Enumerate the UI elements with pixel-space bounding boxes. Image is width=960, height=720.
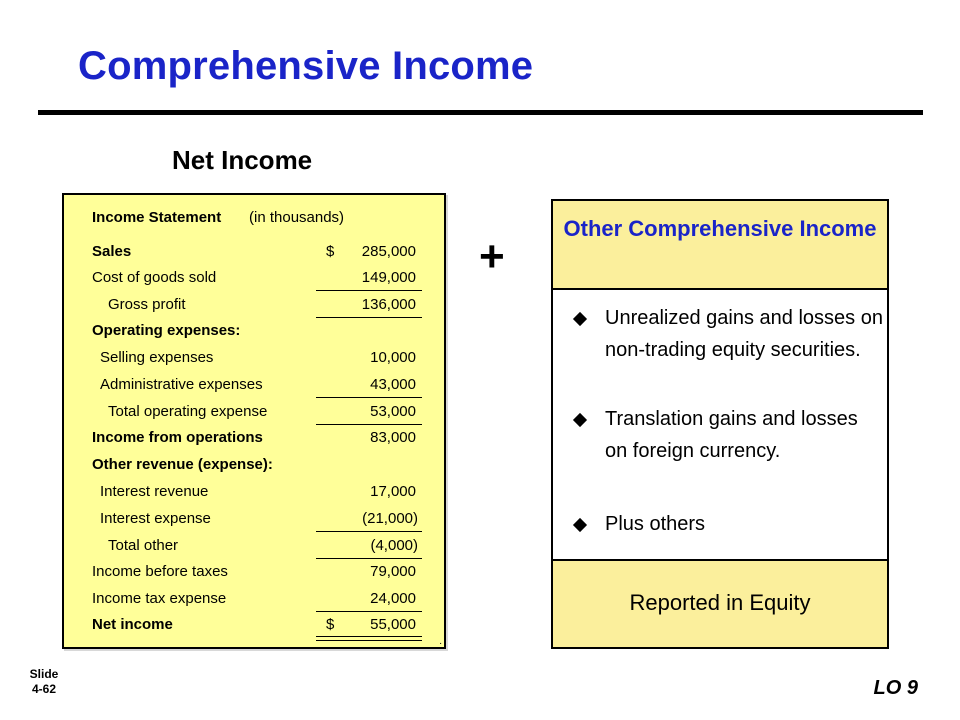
statement-row (64, 239, 444, 265)
income-statement-panel (62, 193, 446, 649)
slide-label: Slide (29, 667, 59, 681)
bullet-text: Unrealized gains and losses on non-trading equity securities. (605, 307, 883, 361)
statement-row (64, 559, 444, 585)
row-dollar: $ (326, 243, 335, 260)
row-value: 53,000 (370, 403, 416, 420)
learning-objective-tag: LO 9 (873, 677, 918, 699)
row-label: Administrative expenses (100, 376, 263, 393)
row-label: Gross profit (108, 296, 186, 313)
row-label: Net income (92, 616, 173, 633)
row-value: 149,000 (361, 269, 416, 286)
row-value: 55,000 (370, 616, 416, 633)
row-label: Selling expenses (100, 349, 214, 366)
statement-row (64, 372, 444, 398)
row-label: Other revenue (expense): (92, 456, 273, 473)
row-label: Operating expenses: (92, 322, 241, 339)
underline (316, 397, 422, 398)
statement-row (64, 399, 444, 425)
row-value: 17,000 (370, 483, 416, 500)
row-value: 136,000 (361, 296, 416, 313)
row-value: (21,000) (362, 510, 418, 527)
statement-heading-note: (in thousands) (249, 209, 345, 226)
title-divider (38, 110, 923, 115)
statement-row (64, 345, 444, 371)
diamond-bullet-icon (573, 312, 587, 326)
underline (316, 290, 422, 291)
row-label: Cost of goods sold (92, 269, 217, 286)
statement-row (64, 506, 444, 532)
statement-row (64, 452, 444, 478)
statement-row (64, 479, 444, 505)
diamond-bullet-icon (573, 518, 587, 532)
row-label: Income tax expense (92, 590, 227, 607)
row-value: 43,000 (370, 376, 416, 393)
oci-footer: Reported in Equity (553, 559, 887, 647)
row-value: 10,000 (370, 349, 416, 366)
statement-row (64, 533, 444, 559)
plus-sign: + (479, 232, 505, 281)
row-label: Total other (108, 537, 179, 554)
row-label: Income from operations (92, 429, 263, 446)
statement-heading (64, 205, 444, 231)
statement-row (64, 425, 444, 451)
row-value: (4,000) (370, 537, 418, 554)
row-value: 285,000 (361, 243, 416, 260)
oci-bullet-list (553, 292, 887, 560)
statement-row (64, 318, 444, 344)
slide-number-value: 4-62 (31, 682, 57, 696)
row-label: Total operating expense (108, 403, 268, 420)
bullet-text: Translation gains and losses on foreign currency. (605, 408, 858, 462)
row-value: 79,000 (370, 563, 416, 580)
row-value: 83,000 (370, 429, 416, 446)
row-label: Interest expense (100, 510, 211, 527)
row-label: Sales (92, 243, 132, 260)
statement-row (64, 586, 444, 612)
statement-row (64, 612, 444, 638)
row-value: 24,000 (370, 590, 416, 607)
statement-row (64, 265, 444, 291)
underline (316, 531, 422, 532)
corner-mark: . (439, 636, 442, 647)
row-label: Income before taxes (92, 563, 228, 580)
diamond-bullet-icon (573, 413, 587, 427)
bullet-text: Plus others (605, 513, 706, 535)
double-underline (316, 636, 422, 641)
row-label: Interest revenue (100, 483, 209, 500)
net-income-heading: Net Income (172, 145, 313, 175)
statement-row (64, 292, 444, 318)
slide-number (24, 667, 64, 697)
oci-box (551, 199, 889, 649)
oci-title: Other Comprehensive Income (553, 201, 887, 290)
slide-title: Comprehensive Income (78, 44, 534, 88)
row-dollar: $ (326, 616, 335, 633)
statement-heading-bold: Income Statement (92, 209, 222, 226)
